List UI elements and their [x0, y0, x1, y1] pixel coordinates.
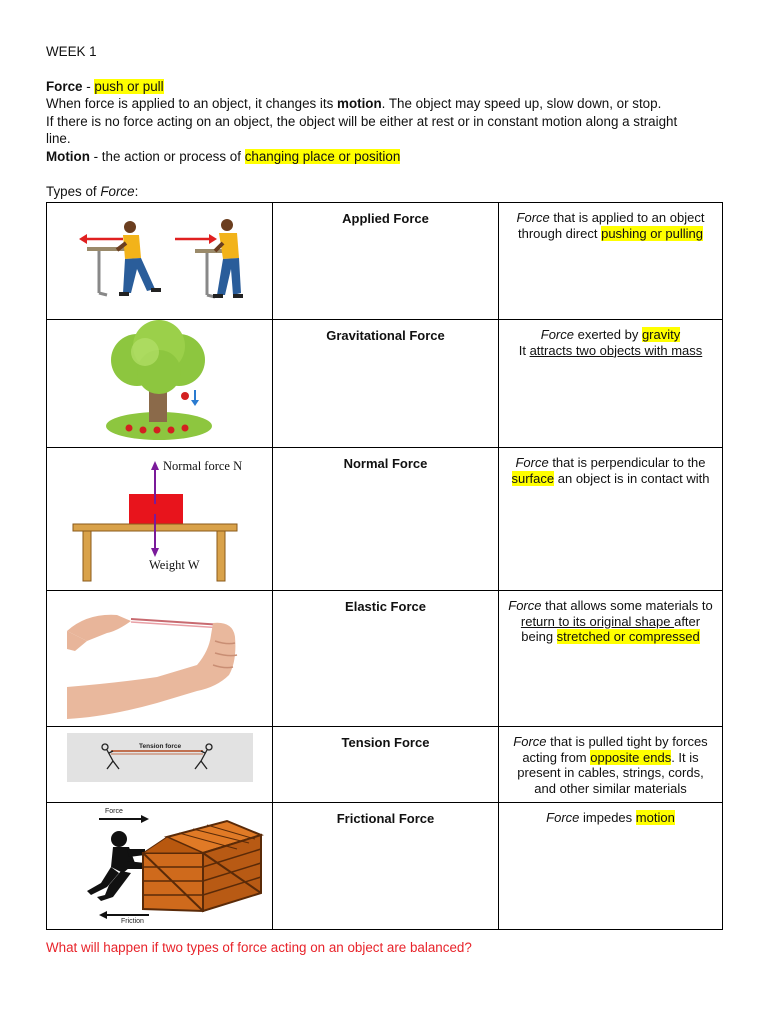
desc-text: impedes: [579, 810, 636, 825]
table-row: [47, 320, 723, 448]
force-line-1: [46, 96, 661, 112]
motion-definition: [46, 149, 400, 165]
desc-italic: Force: [508, 598, 542, 613]
desc-text: that is applied to an object through direct: [517, 210, 705, 241]
normal-force-illustration: [47, 448, 273, 591]
desc-underline: return to its original shape: [520, 613, 675, 629]
row-description: [499, 803, 723, 930]
desc-text-2: It: [518, 342, 530, 358]
table-row: [47, 591, 723, 727]
desc-text: that allows some materials to: [541, 598, 713, 613]
force-types-table: [46, 202, 723, 930]
desc-underline: attracts two objects with mass: [529, 342, 703, 358]
table-row: [47, 803, 723, 930]
desc-text: that is perpendicular to the: [548, 455, 706, 470]
row-name: Gravitational Force: [273, 320, 499, 448]
force-arrow-label: Force: [105, 808, 123, 815]
desc-italic: Force: [546, 810, 580, 825]
desc-text-2: after being: [521, 613, 701, 644]
row-description: [499, 448, 723, 591]
types-italic: Force: [100, 184, 135, 199]
desc-highlight: stretched or compressed: [556, 629, 700, 644]
row-name: Applied Force: [273, 203, 499, 320]
force-line-2a: If there is no force acting on an object, the object will be either at rest or in constant motion along a straight: [46, 114, 678, 129]
desc-highlight: surface: [511, 470, 555, 486]
desc-highlight: pushing or pulling: [601, 225, 703, 241]
force-def-highlight: push or pull: [94, 79, 164, 94]
week-label: WEEK 1: [46, 44, 97, 59]
desc-text-2: an object is in contact with: [554, 470, 710, 486]
desc-italic: Force: [515, 455, 549, 470]
weight-label: Weight W: [149, 558, 200, 572]
desc-text-2: . It is present in cables, strings, cords, and other similar materials: [517, 749, 704, 796]
row-name: Normal Force: [273, 448, 499, 591]
row-name: Elastic Force: [273, 591, 499, 727]
desc-italic: Force: [516, 210, 550, 225]
desc-text: that is pulled tight by forces acting from: [522, 734, 708, 765]
row-description: [499, 727, 723, 803]
applied-force-illustration: [47, 203, 273, 320]
tension-label: Tension force: [139, 743, 182, 750]
desc-text: exerted by: [574, 327, 642, 342]
line1-pre: When force is applied to an object, it changes its: [46, 96, 338, 111]
force-sep: -: [82, 79, 95, 94]
line1-post: . The object may speed up, slow down, or stop.: [381, 96, 662, 111]
frictional-force-illustration: [47, 803, 273, 930]
friction-arrow-label: Friction: [121, 918, 144, 925]
motion-highlight: changing place or position: [244, 149, 401, 164]
force-definition: [46, 79, 164, 95]
elastic-force-illustration: [47, 591, 273, 727]
table-row: [47, 203, 723, 320]
row-description: [499, 320, 723, 448]
row-description: [499, 203, 723, 320]
desc-italic: Force: [513, 734, 547, 749]
desc-highlight: opposite ends: [590, 749, 672, 765]
row-name: Frictional Force: [273, 803, 499, 930]
force-line-2b: line.: [46, 131, 71, 146]
types-post: :: [134, 184, 139, 199]
gravitational-force-illustration: [47, 320, 273, 448]
force-term: Force: [46, 79, 83, 94]
line1-bold: motion: [337, 96, 382, 111]
desc-italic: Force: [540, 327, 574, 342]
types-heading: [46, 184, 138, 200]
motion-term: Motion: [46, 149, 90, 164]
tension-force-illustration: [47, 727, 273, 803]
types-pre: Types of: [46, 184, 101, 199]
desc-highlight: gravity: [641, 327, 681, 342]
motion-pre: - the action or process of: [89, 149, 245, 164]
table-row: [47, 727, 723, 803]
row-description: [499, 591, 723, 727]
table-row: [47, 448, 723, 591]
desc-highlight: motion: [635, 810, 675, 825]
normal-force-label: Normal force N: [163, 459, 243, 473]
balanced-forces-question: What will happen if two types of force acting on an object are balanced?: [46, 940, 472, 955]
row-name: Tension Force: [273, 727, 499, 803]
